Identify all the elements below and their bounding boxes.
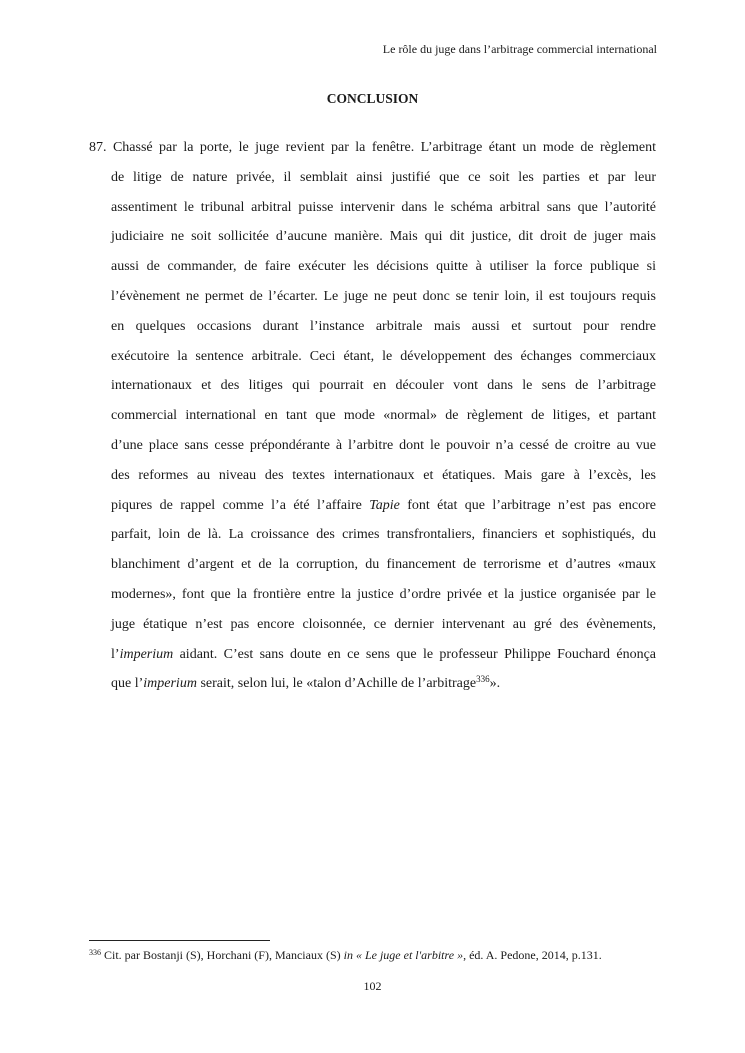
paragraph-line-text [111,222,656,252]
paragraph-line [89,282,656,312]
text-run: des reformes au niveau des textes internationaux et étatiques. Mais gare à l’excès, les [111,467,656,483]
text-run: que l’ [111,676,144,692]
text-run: internationaux et des litiges qui pourrait en découler vont dans le sens de l’arbitrage [111,378,656,394]
paragraph-line [89,252,656,282]
text-run: assentiment le tribunal arbitral puisse intervenir dans le schéma arbitral sans que l’autorité [111,199,656,215]
paragraph-line-text [111,163,656,193]
text-run: l’ [111,646,120,662]
paragraph-87 [89,133,656,699]
paragraph-line [89,342,656,372]
paragraph-line-text [111,610,656,640]
italic-term: imperium [143,676,197,692]
footnote-reference: 336 [476,674,490,685]
paragraph-line [89,580,656,610]
text-run: juge étatique n’est pas encore cloisonnée, ce dernier intervenant au gré des évènements, [111,616,656,632]
paragraph-line [89,610,656,640]
paragraph-line-text [111,342,656,372]
paragraph-line [89,431,656,461]
paragraph-line-text [111,371,656,401]
italic-term: imperium [119,646,174,662]
paragraph-line-text [111,431,656,461]
page-number: 102 [363,979,382,993]
paragraph-line [89,312,656,342]
paragraph-line-text [89,133,656,163]
paragraph-line-text [111,312,656,342]
text-run: modernes», font que la frontière entre la justice d’ordre privée et la justice organisée par le [111,586,656,602]
text-run: aidant. C’est sans doute en ce sens que le professeur Philippe Fouchard énonça [173,646,656,662]
paragraph-line-text [111,580,656,610]
text-run: commercial international en tant que mode «normal» de règlement de litiges, et partant [111,408,656,424]
paragraph-line [89,640,656,670]
paragraph-line [89,669,656,699]
paragraph-line [89,550,656,580]
paragraph-line-text [111,252,656,282]
paragraph-line [89,193,656,223]
text-run: d’une place sans cesse prépondérante à l’arbitre dont le pouvoir n’a cessé de croitre au vue [111,437,656,453]
italic-term: Tapie [369,497,400,513]
text-run: Chassé par la porte, le juge revient par la fenêtre. L’arbitrage étant un mode de règlement [112,140,656,155]
text-run: aussi de commander, de faire exécuter les décisions quitte à utiliser la force publique si [111,259,656,275]
paragraph-line [89,491,656,521]
text-run: parfait, loin de là. La croissance des crimes transfrontaliers, financiers et sophistiqués, du [111,527,656,543]
paragraph-line-text [111,640,656,670]
text-run: exécutoire la sentence arbitrale. Ceci étant, le développement des échanges commerciaux [111,348,656,364]
running-header: Le rôle du juge dans l’arbitrage commercial international [382,42,657,56]
text-run: piqures de rappel comme l’a été l’affaire [111,497,370,513]
text-run: ». [489,676,501,692]
paragraph-line [89,371,656,401]
paragraph-line-text [111,461,656,491]
text-run: font état que l’arbitrage n’est pas encore [399,497,657,513]
paragraph-line-text [111,491,656,521]
paragraph-line [89,163,656,193]
text-run: judiciaire ne soit sollicitée d’aucune manière. Mais qui dit justice, dit droit de juger mais [111,229,656,245]
section-title: CONCLUSION [326,91,419,106]
text-run: de litige de nature privée, il semblait ainsi justifié que ce soit les parties et par leur [111,169,656,185]
paragraph-line [89,222,656,252]
paragraph-line [89,133,656,163]
paragraph-line [89,520,656,550]
paragraph-line [89,401,656,431]
footnote-separator [89,940,270,941]
paragraph-line-text [111,669,656,699]
footnote-publisher: , éd. A. Pedone, 2014, p.131. [463,948,602,962]
paragraph-line-text [111,550,656,580]
footnote-text: Cit. par Bostanji (S), Horchani (F), Manciaux (S) [101,948,344,962]
footnote-336 [89,947,669,963]
paragraph-number: 87. [89,140,113,155]
paragraph-line [89,461,656,491]
footnote-marker: 336 [89,948,101,957]
text-run: l’évènement ne permet de l’écarter. Le juge ne peut donc se tenir loin, il est toujours requis [111,288,656,304]
paragraph-line-text [111,282,656,312]
paragraph-line-text [111,193,656,223]
paragraph-line-text [111,401,656,431]
text-run: blanchiment d’argent et de la corruption, du financement de terrorisme et d’autres «maux [111,557,656,573]
text-run: serait, selon lui, le «talon d’Achille de l’arbitrage [196,676,477,692]
text-run: en quelques occasions durant l’instance arbitrale mais aussi et surtout pour rendre [111,318,656,334]
footnote-title: in « Le juge et l'arbitre » [343,948,464,962]
paragraph-line-text [111,520,656,550]
